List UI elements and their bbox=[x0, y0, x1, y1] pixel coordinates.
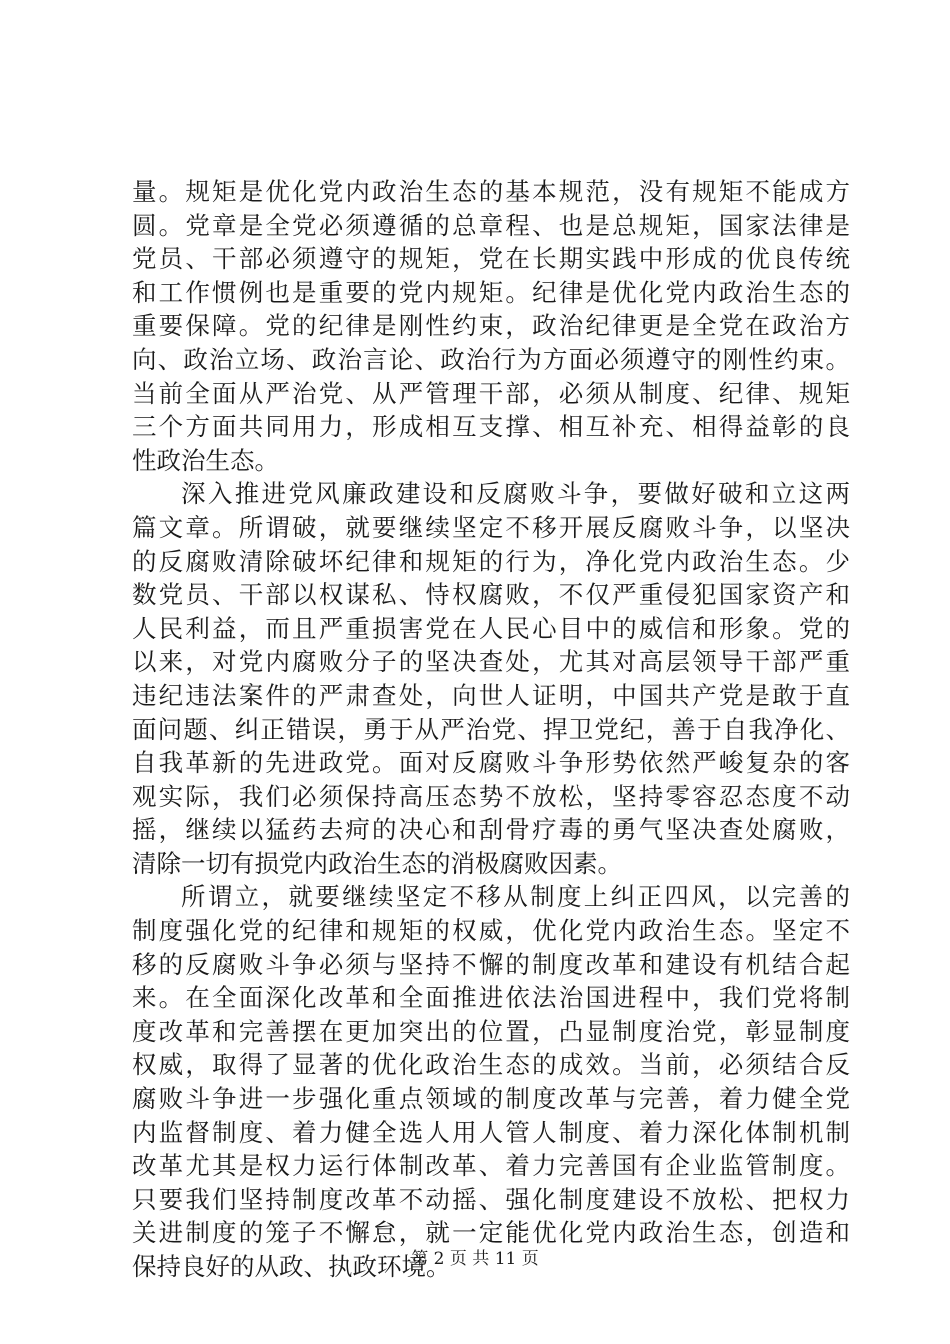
text-line: 摇，继续以猛药去疴的决心和刮骨疗毒的勇气坚决查处腐败， bbox=[132, 815, 850, 845]
text-line: 观实际，我们必须保持高压态势不放松，坚持零容忍态度不动 bbox=[132, 781, 850, 811]
text-line: 移的反腐败斗争必须与坚持不懈的制度改革和建设有机结合起 bbox=[132, 949, 850, 979]
text-line: 制度强化党的纪律和规矩的权威，优化党内政治生态。坚定不 bbox=[132, 916, 850, 946]
text-line: 面问题、纠正错误，勇于从严治党、捍卫党纪，善于自我净化、 bbox=[132, 714, 850, 744]
paragraph bbox=[132, 477, 850, 880]
text-line: 所谓立，就要继续坚定不移从制度上纠正四风，以完善的 bbox=[181, 882, 850, 912]
text-line: 以来，对党内腐败分子的坚决查处，尤其对高层领导干部严重 bbox=[132, 647, 850, 677]
text-line: 三个方面共同用力，形成相互支撑、相互补充、相得益彰的良 bbox=[132, 412, 850, 442]
text-line: 党员、干部必须遵守的规矩，党在长期实践中形成的优良传统 bbox=[132, 244, 850, 274]
text-line: 来。在全面深化改革和全面推进依法治国进程中，我们党将制 bbox=[132, 983, 850, 1013]
text-line: 当前全面从严治党、从严管理干部，必须从制度、纪律、规矩 bbox=[132, 378, 850, 408]
text-line: 自我革新的先进政党。面对反腐败斗争形势依然严峻复杂的客 bbox=[132, 748, 850, 778]
text-line: 重要保障。党的纪律是刚性约束，政治纪律更是全党在政治方 bbox=[132, 311, 850, 341]
text-line: 关进制度的笼子不懈怠，就一定能优化党内政治生态，创造和 bbox=[132, 1218, 850, 1248]
text-line: 改革尤其是权力运行体制改革、着力完善国有企业监管制度。 bbox=[132, 1151, 850, 1181]
text-line: 圆。党章是全党必须遵循的总章程、也是总规矩，国家法律是 bbox=[132, 210, 850, 240]
text-line: 深入推进党风廉政建设和反腐败斗争，要做好破和立这两 bbox=[181, 479, 850, 509]
text-line: 违纪违法案件的严肃查处，向世人证明，中国共产党是敢于直 bbox=[132, 680, 850, 710]
text-line: 清除一切有损党内政治生态的消极腐败因素。 bbox=[132, 848, 622, 878]
text-line: 量。规矩是优化党内政治生态的基本规范，没有规矩不能成方 bbox=[132, 177, 850, 206]
text-line: 腐败斗争进一步强化重点领域的制度改革与完善，着力健全党 bbox=[132, 1084, 850, 1114]
document-body bbox=[132, 175, 850, 1284]
text-line: 保持良好的从政、执政环境。 bbox=[132, 1252, 451, 1281]
text-line: 人民利益，而且严重损害党在人民心目中的威信和形象。党的 bbox=[132, 613, 850, 643]
text-line: 只要我们坚持制度改革不动摇、强化制度建设不放松、把权力 bbox=[132, 1184, 850, 1214]
text-line: 向、政治立场、政治言论、政治行为方面必须遵守的刚性约束。 bbox=[132, 344, 850, 374]
page-footer: 第 2 页 共 11 页 bbox=[411, 1249, 539, 1269]
paragraph bbox=[132, 175, 850, 477]
text-line: 权威，取得了显著的优化政治生态的成效。当前，必须结合反 bbox=[132, 1050, 850, 1080]
paragraph bbox=[132, 880, 850, 1283]
text-line: 度改革和完善摆在更加突出的位置，凸显制度治党，彰显制度 bbox=[132, 1016, 850, 1046]
text-line: 内监督制度、着力健全选人用人管人制度、着力深化体制机制 bbox=[132, 1117, 850, 1147]
text-line: 和工作惯例也是重要的党内规矩。纪律是优化党内政治生态的 bbox=[132, 277, 850, 307]
text-line: 数党员、干部以权谋私、恃权腐败，不仅严重侵犯国家资产和 bbox=[132, 580, 850, 610]
text-line: 的反腐败清除破坏纪律和规矩的行为，净化党内政治生态。少 bbox=[132, 546, 850, 576]
text-line: 性政治生态。 bbox=[132, 445, 279, 475]
text-line: 篇文章。所谓破，就要继续坚定不移开展反腐败斗争，以坚决 bbox=[132, 512, 850, 542]
